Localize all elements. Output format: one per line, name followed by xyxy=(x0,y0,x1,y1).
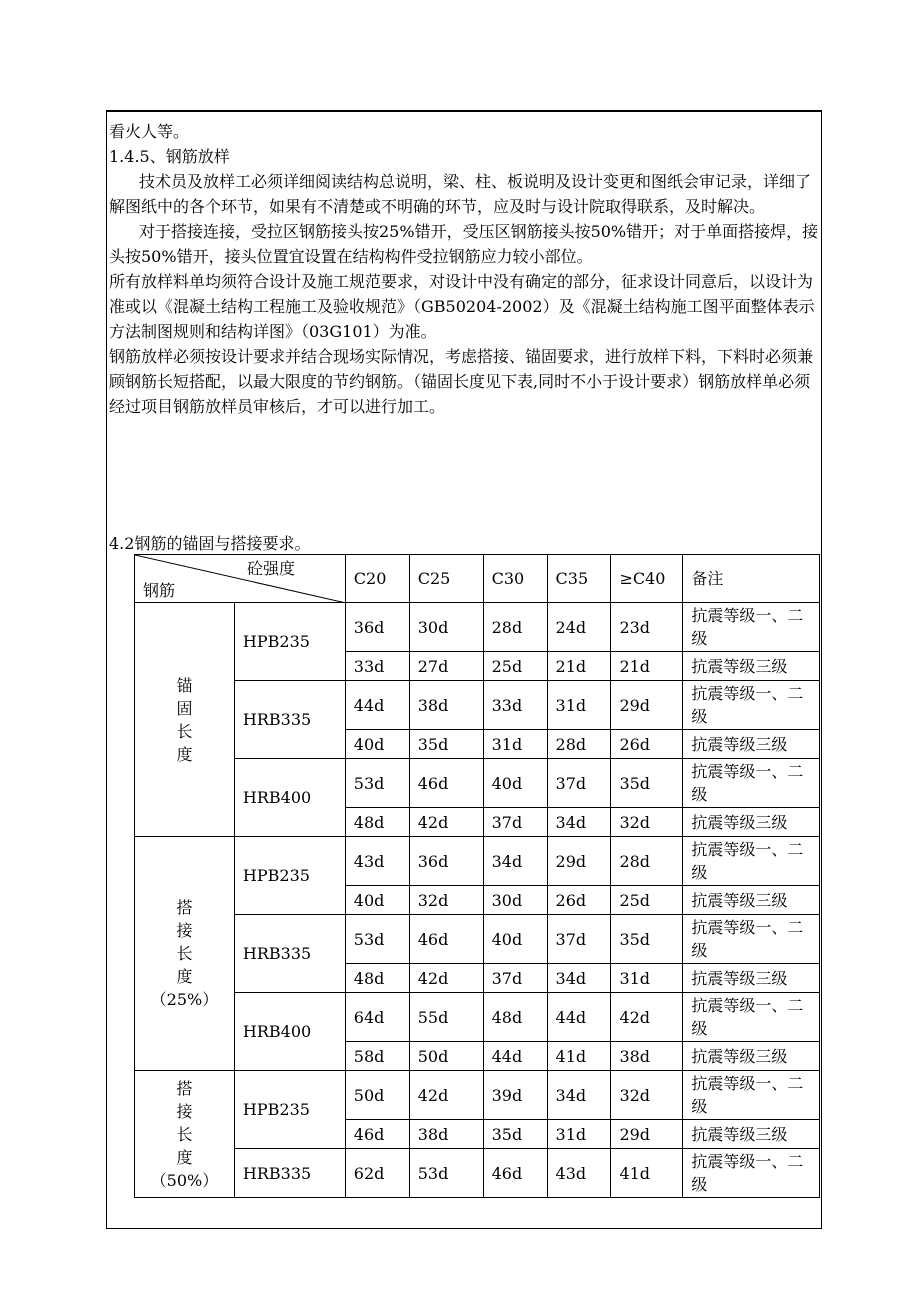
category-label-line: 度 xyxy=(176,1147,193,1167)
table-body xyxy=(135,603,820,1198)
length-cell: 38d xyxy=(611,1042,683,1071)
length-cell: 44d xyxy=(547,993,611,1042)
length-cell: 62d xyxy=(345,1149,409,1198)
remark-cell: 抗震等级一、二级 xyxy=(683,759,820,808)
length-cell: 31d xyxy=(611,964,683,993)
category-cell xyxy=(135,603,235,837)
length-cell: 53d xyxy=(345,759,409,808)
length-cell: 30d xyxy=(483,886,547,915)
header-concrete-strength: 砼强度 xyxy=(247,559,296,578)
length-cell: 43d xyxy=(547,1149,611,1198)
length-cell: 43d xyxy=(345,837,409,886)
remark-cell: 抗震等级一、二级 xyxy=(683,603,820,652)
length-cell: 42d xyxy=(611,993,683,1042)
remark-cell: 抗震等级三级 xyxy=(683,964,820,993)
length-cell: 50d xyxy=(345,1071,409,1120)
table-row xyxy=(135,1149,820,1198)
length-cell: 31d xyxy=(547,681,611,730)
length-cell: 40d xyxy=(345,730,409,759)
length-cell: 42d xyxy=(409,808,483,837)
length-cell: 30d xyxy=(409,603,483,652)
length-cell: 31d xyxy=(483,730,547,759)
length-cell: 37d xyxy=(483,964,547,993)
category-label-line: （50%） xyxy=(150,1170,219,1190)
length-cell: 39d xyxy=(483,1071,547,1120)
length-cell: 36d xyxy=(409,837,483,886)
col-c30: C30 xyxy=(483,555,547,603)
length-cell: 46d xyxy=(409,915,483,964)
length-cell: 44d xyxy=(345,681,409,730)
category-label-line: 长 xyxy=(176,1124,193,1144)
length-cell: 31d xyxy=(547,1120,611,1149)
paragraph-1: 看火人等。 xyxy=(109,122,190,141)
remark-cell: 抗震等级三级 xyxy=(683,652,820,681)
length-cell: 28d xyxy=(611,837,683,886)
category-label-line: 锚 xyxy=(176,675,193,695)
category-label-line: 长 xyxy=(176,944,193,963)
length-cell: 40d xyxy=(483,915,547,964)
length-cell: 37d xyxy=(547,759,611,808)
steel-grade-cell: HRB335 xyxy=(234,681,345,759)
length-cell: 38d xyxy=(409,681,483,730)
anchorage-table xyxy=(134,554,820,1198)
remark-cell: 抗震等级一、二级 xyxy=(683,681,820,730)
remark-cell: 抗震等级一、二级 xyxy=(683,1149,820,1198)
length-cell: 48d xyxy=(345,808,409,837)
length-cell: 32d xyxy=(611,1071,683,1120)
length-cell: 38d xyxy=(409,1120,483,1149)
length-cell: 29d xyxy=(547,837,611,886)
length-cell: 42d xyxy=(409,1071,483,1120)
length-cell: 35d xyxy=(483,1120,547,1149)
steel-grade-cell: HRB400 xyxy=(234,759,345,837)
length-cell: 53d xyxy=(409,1149,483,1198)
remark-cell: 抗震等级三级 xyxy=(683,1120,820,1149)
section-heading: 1.4.5、钢筋放样 xyxy=(109,147,230,166)
length-cell: 34d xyxy=(547,964,611,993)
steel-grade-cell: HPB235 xyxy=(234,603,345,681)
length-cell: 25d xyxy=(483,652,547,681)
length-cell: 34d xyxy=(483,837,547,886)
table-row xyxy=(135,759,820,808)
length-cell: 46d xyxy=(345,1120,409,1149)
length-cell: 33d xyxy=(483,681,547,730)
length-cell: 21d xyxy=(611,652,683,681)
length-cell: 29d xyxy=(611,681,683,730)
remark-cell: 抗震等级一、二级 xyxy=(683,837,820,886)
length-cell: 37d xyxy=(547,915,611,964)
paragraph-splice: 对于搭接连接，受拉区钢筋接头按25%错开，受压区钢筋接头按50%错开；对于单面搭接焊，接头按50%错开，接头位置宜设置在结构构件受拉钢筋应力较小部位。 xyxy=(109,222,819,266)
length-cell: 34d xyxy=(547,1071,611,1120)
length-cell: 50d xyxy=(409,1042,483,1071)
length-cell: 28d xyxy=(547,730,611,759)
col-remarks: 备注 xyxy=(683,555,820,603)
length-cell: 36d xyxy=(345,603,409,652)
length-cell: 53d xyxy=(345,915,409,964)
category-label-line: 度 xyxy=(176,744,193,764)
remark-cell: 抗震等级三级 xyxy=(683,730,820,759)
length-cell: 32d xyxy=(409,886,483,915)
category-label-line: （25%） xyxy=(150,990,219,1009)
category-label-line: 搭 xyxy=(176,1078,193,1098)
length-cell: 28d xyxy=(483,603,547,652)
remark-cell: 抗震等级三级 xyxy=(683,808,820,837)
length-cell: 42d xyxy=(409,964,483,993)
table-row xyxy=(135,993,820,1042)
category-cell xyxy=(135,1071,235,1198)
category-label-line: 固 xyxy=(176,698,193,718)
paragraph-layout: 钢筋放样必须按设计要求并结合现场实际情况，考虑搭接、锚固要求，进行放样下料，下料时必须兼顾钢筋长短搭配，以最大限度的节约钢筋。（锚固长度见下表,同时不小于设计要求）钢筋放样单必须经过项目钢筋放样员审核后，才可以进行加工。 xyxy=(109,347,814,416)
body-text xyxy=(109,119,821,419)
length-cell: 35d xyxy=(611,759,683,808)
category-label-line: 接 xyxy=(176,921,193,940)
length-cell: 44d xyxy=(483,1042,547,1071)
category-cell xyxy=(135,837,235,1071)
length-cell: 26d xyxy=(547,886,611,915)
length-cell: 26d xyxy=(611,730,683,759)
remark-cell: 抗震等级三级 xyxy=(683,886,820,915)
length-cell: 64d xyxy=(345,993,409,1042)
length-cell: 40d xyxy=(483,759,547,808)
header-steel: 钢筋 xyxy=(143,581,176,600)
steel-grade-cell: HRB335 xyxy=(234,915,345,993)
length-cell: 58d xyxy=(345,1042,409,1071)
col-c25: C25 xyxy=(409,555,483,603)
table-header-row xyxy=(135,555,820,603)
remark-cell: 抗震等级一、二级 xyxy=(683,993,820,1042)
length-cell: 40d xyxy=(345,886,409,915)
steel-grade-cell: HRB400 xyxy=(234,993,345,1071)
remark-cell: 抗震等级一、二级 xyxy=(683,915,820,964)
col-c20: C20 xyxy=(345,555,409,603)
steel-grade-cell: HPB235 xyxy=(234,1071,345,1149)
length-cell: 27d xyxy=(409,652,483,681)
category-label-line: 长 xyxy=(176,721,193,741)
length-cell: 46d xyxy=(409,759,483,808)
col-c35: C35 xyxy=(547,555,611,603)
length-cell: 29d xyxy=(611,1120,683,1149)
category-label-line: 度 xyxy=(176,967,193,986)
length-cell: 25d xyxy=(611,886,683,915)
length-cell: 48d xyxy=(483,993,547,1042)
length-cell: 21d xyxy=(547,652,611,681)
remark-cell: 抗震等级三级 xyxy=(683,1042,820,1071)
length-cell: 37d xyxy=(483,808,547,837)
table-row xyxy=(135,1071,820,1120)
table-row xyxy=(135,837,820,886)
category-label-line: 搭 xyxy=(176,898,193,917)
table-caption: 4.2钢筋的锚固与搭接要求。 xyxy=(109,534,311,553)
length-cell: 35d xyxy=(409,730,483,759)
length-cell: 33d xyxy=(345,652,409,681)
table-row xyxy=(135,915,820,964)
paragraph-spec: 所有放样料单均须符合设计及施工规范要求，对设计中没有确定的部分，征求设计同意后，以设计为准或以《混凝土结构工程施工及验收规范》（GB50204-2002）及《混凝土结构施工图平面整体表示方法制图规则和结构详图》（03G101）为准。 xyxy=(109,272,815,341)
length-cell: 24d xyxy=(547,603,611,652)
length-cell: 32d xyxy=(611,808,683,837)
steel-grade-cell: HPB235 xyxy=(234,837,345,915)
length-cell: 41d xyxy=(547,1042,611,1071)
remark-cell: 抗震等级一、二级 xyxy=(683,1071,820,1120)
length-cell: 23d xyxy=(611,603,683,652)
table-row xyxy=(135,681,820,730)
steel-grade-cell: HRB335 xyxy=(234,1149,345,1198)
length-cell: 34d xyxy=(547,808,611,837)
table-row xyxy=(135,603,820,652)
length-cell: 48d xyxy=(345,964,409,993)
length-cell: 55d xyxy=(409,993,483,1042)
length-cell: 46d xyxy=(483,1149,547,1198)
category-label-line: 接 xyxy=(176,1101,193,1121)
length-cell: 41d xyxy=(611,1149,683,1198)
col-c40: ≥C40 xyxy=(611,555,683,603)
paragraph-review: 技术员及放样工必须详细阅读结构总说明，梁、柱、板说明及设计变更和图纸会审记录，详细了解图纸中的各个环节，如果有不清楚或不明确的环节，应及时与设计院取得联系，及时解决。 xyxy=(109,172,812,216)
length-cell: 35d xyxy=(611,915,683,964)
diagonal-header-cell xyxy=(135,555,346,603)
